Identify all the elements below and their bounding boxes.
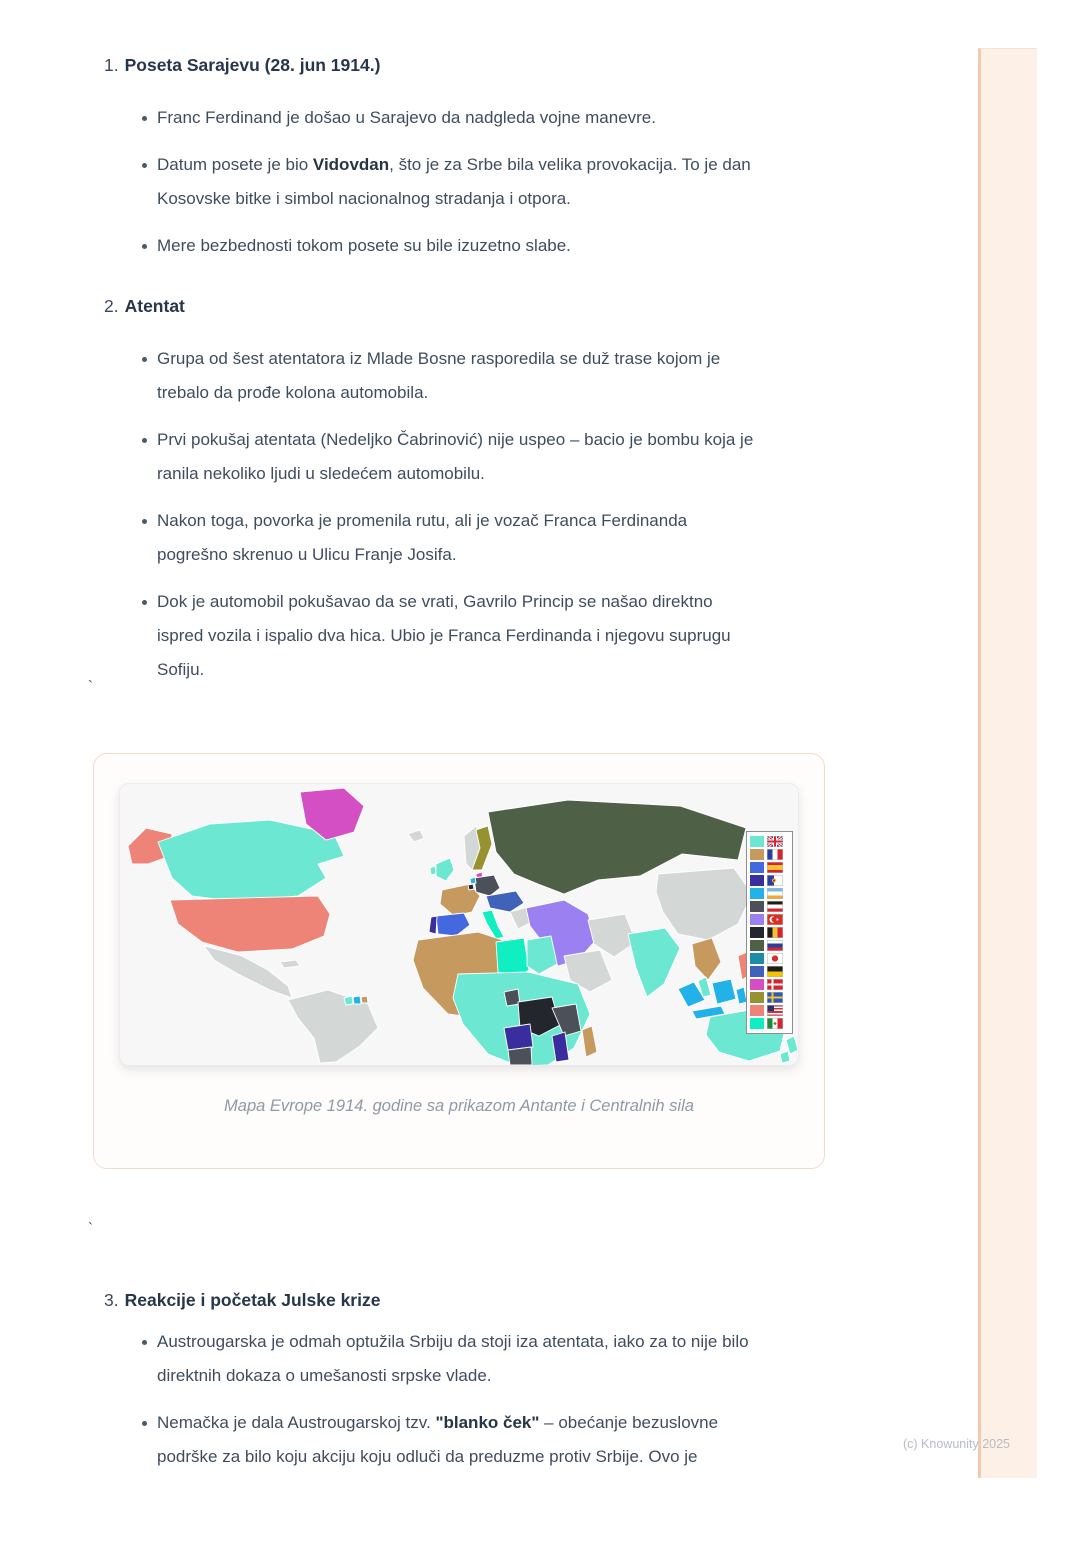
map-figure-panel <box>93 753 825 1169</box>
stray-backtick-mark: ` <box>88 678 93 695</box>
region-netherlands <box>470 877 476 884</box>
legend-row-russia <box>750 940 789 951</box>
region-united-kingdom <box>436 858 454 881</box>
text-run: Dok je automobil pokušavao da se vrati, Gavrilo Princip se našao direktno ispred vozila i ispalio dva hica. Ubio je Franca Ferdinanda i njegovu suprugu Sofiju. <box>157 592 731 679</box>
flag-united-kingdom-icon <box>767 836 783 847</box>
region-french-guiana <box>361 996 368 1003</box>
region-dutch-guiana <box>353 996 361 1004</box>
text-run: Austrougarska je odmah optužila Srbiju da stoji iza atentata, iako za to nije bilo direktnih dokaza o umešanosti srpske vlade. <box>157 1332 749 1385</box>
region-usa <box>170 896 330 952</box>
region-germany <box>474 875 500 896</box>
legend-row-japan <box>750 953 789 964</box>
text-run: Nemačka je dala Austrougarskoj tzv. <box>157 1413 436 1432</box>
legend-color-swatch <box>750 875 764 886</box>
bullet-list <box>104 1325 760 1474</box>
bullet-list <box>104 101 760 263</box>
bullet-item <box>104 101 760 135</box>
flag-japan-icon <box>767 953 783 964</box>
flag-ottoman-empire-icon <box>767 914 783 925</box>
legend-color-swatch <box>750 953 764 964</box>
flag-germany-icon <box>767 901 783 912</box>
legend-color-swatch <box>750 927 764 938</box>
region-german-southwest-africa <box>508 1047 532 1065</box>
bold-text: "blanko ček" <box>435 1413 540 1432</box>
legend-row-germany <box>750 901 789 912</box>
legend-color-swatch <box>750 966 764 977</box>
text-run: , što je za Srbe bila velika provokacija. To je dan Kosovske bitke i simbol nacionalnog stradanja i otpora. <box>157 155 751 208</box>
decorative-side-stripe <box>978 48 1037 1478</box>
region-angola <box>504 1024 533 1050</box>
section-heading <box>104 52 760 78</box>
legend-color-swatch <box>750 914 764 925</box>
section-title: Atentat <box>124 296 185 316</box>
world-map <box>120 784 799 1066</box>
notes-content-top <box>0 0 760 687</box>
bold-text: Vidovdan <box>312 155 390 174</box>
bullet-item <box>104 504 760 572</box>
flag-russia-icon <box>767 940 783 951</box>
stray-backtick-mark: ` <box>88 1220 93 1237</box>
bullet-list <box>104 342 760 687</box>
legend-color-swatch <box>750 836 764 847</box>
legend-color-swatch <box>750 992 764 1003</box>
legend-row-usa <box>750 1005 789 1016</box>
legend-row-ottoman-empire <box>750 914 789 925</box>
legend-row-denmark <box>750 979 789 990</box>
region-new-zealand-south <box>780 1051 790 1063</box>
text-run: Grupa od šest atentatora iz Mlade Bosne rasporedila se duž trase kojom je trebalo da prođe kolona automobila. <box>157 349 721 402</box>
legend-color-swatch <box>750 1005 764 1016</box>
legend-row-sweden <box>750 992 789 1003</box>
bullet-item <box>104 585 760 687</box>
bullet-item <box>104 1406 760 1474</box>
world-map-image <box>119 783 799 1066</box>
legend-color-swatch <box>750 1018 764 1029</box>
section-number: 2. <box>104 296 119 316</box>
legend-row-spain <box>750 862 789 873</box>
bullet-item <box>104 1325 760 1393</box>
legend-color-swatch <box>750 979 764 990</box>
legend-color-swatch <box>750 940 764 951</box>
copyright-watermark: (c) Knowunity 2025 <box>903 1437 1011 1451</box>
region-mexico <box>204 946 292 998</box>
region-cuba <box>280 960 300 968</box>
flag-usa-icon <box>767 1005 783 1016</box>
region-madagascar <box>582 1026 597 1057</box>
region-iceland <box>408 830 424 842</box>
section-title: Poseta Sarajevu (28. jun 1914.) <box>124 55 381 75</box>
section-title: Reakcije i početak Julske krize <box>124 1290 381 1310</box>
flag-italy-icon <box>767 1018 783 1029</box>
text-run: Franc Ferdinand je došao u Sarajevo da nadgleda vojne manevre. <box>157 108 656 127</box>
region-british-guiana <box>344 996 353 1005</box>
flag-belgium-icon <box>767 927 783 938</box>
section-number: 3. <box>104 1290 119 1310</box>
text-run: Prvi pokušaj atentata (Nedeljko Čabrinović) nije uspeo – bacio je bombu koja je ranila nekoliko ljudi u sledećem automobilu. <box>157 430 754 483</box>
flag-austria-hungary-icon <box>767 966 783 977</box>
text-run: – obećanje bezuslovne podrške za bilo koju akciju koju odluči da preduzme protiv Srbije. Ovo je <box>157 1413 719 1466</box>
legend-color-swatch <box>750 862 764 873</box>
region-indochina <box>692 938 721 980</box>
bullet-item <box>104 148 760 216</box>
legend-row-austria-hungary <box>750 966 789 977</box>
section-heading <box>104 1287 760 1313</box>
region-india <box>628 928 680 997</box>
flag-spain-icon <box>767 862 783 873</box>
legend-row-italy <box>750 1018 789 1029</box>
map-legend <box>746 831 793 1034</box>
flag-sweden-icon <box>767 992 783 1003</box>
legend-color-swatch <box>750 849 764 860</box>
section-heading <box>104 293 760 319</box>
text-run: Nakon toga, povorka je promenila rutu, ali je vozač Franca Ferdinanda pogrešno skrenuo u Ulicu Franje Josifa. <box>157 511 688 564</box>
region-belgium <box>468 884 474 890</box>
region-egypt <box>527 936 557 974</box>
legend-row-united-kingdom <box>750 836 789 847</box>
flag-netherlands-icon <box>767 888 783 899</box>
flag-denmark-icon <box>767 979 783 990</box>
bullet-item <box>104 342 760 410</box>
legend-color-swatch <box>750 888 764 899</box>
region-china <box>656 868 752 940</box>
notes-content-bottom <box>0 1169 760 1564</box>
region-borneo <box>712 979 736 1004</box>
legend-row-belgium <box>750 927 789 938</box>
figure-caption: Mapa Evrope 1914. godine sa prikazom Antante i Centralnih sila <box>224 1097 694 1115</box>
region-cameroon <box>504 989 520 1006</box>
section-number: 1. <box>104 55 119 75</box>
flag-portugal-icon <box>767 875 783 886</box>
text-run: Datum posete je bio <box>157 155 313 174</box>
legend-row-portugal <box>750 875 789 886</box>
legend-color-swatch <box>750 901 764 912</box>
text-run: Mere bezbednosti tokom posete su bile izuzetno slabe. <box>157 236 571 255</box>
region-portugal <box>429 916 437 934</box>
bullet-item <box>104 423 760 491</box>
flag-france-icon <box>767 849 783 860</box>
bullet-item <box>104 229 760 263</box>
legend-row-france <box>750 849 789 860</box>
region-ireland <box>430 866 436 875</box>
legend-row-netherlands <box>750 888 789 899</box>
region-spain <box>436 913 470 936</box>
